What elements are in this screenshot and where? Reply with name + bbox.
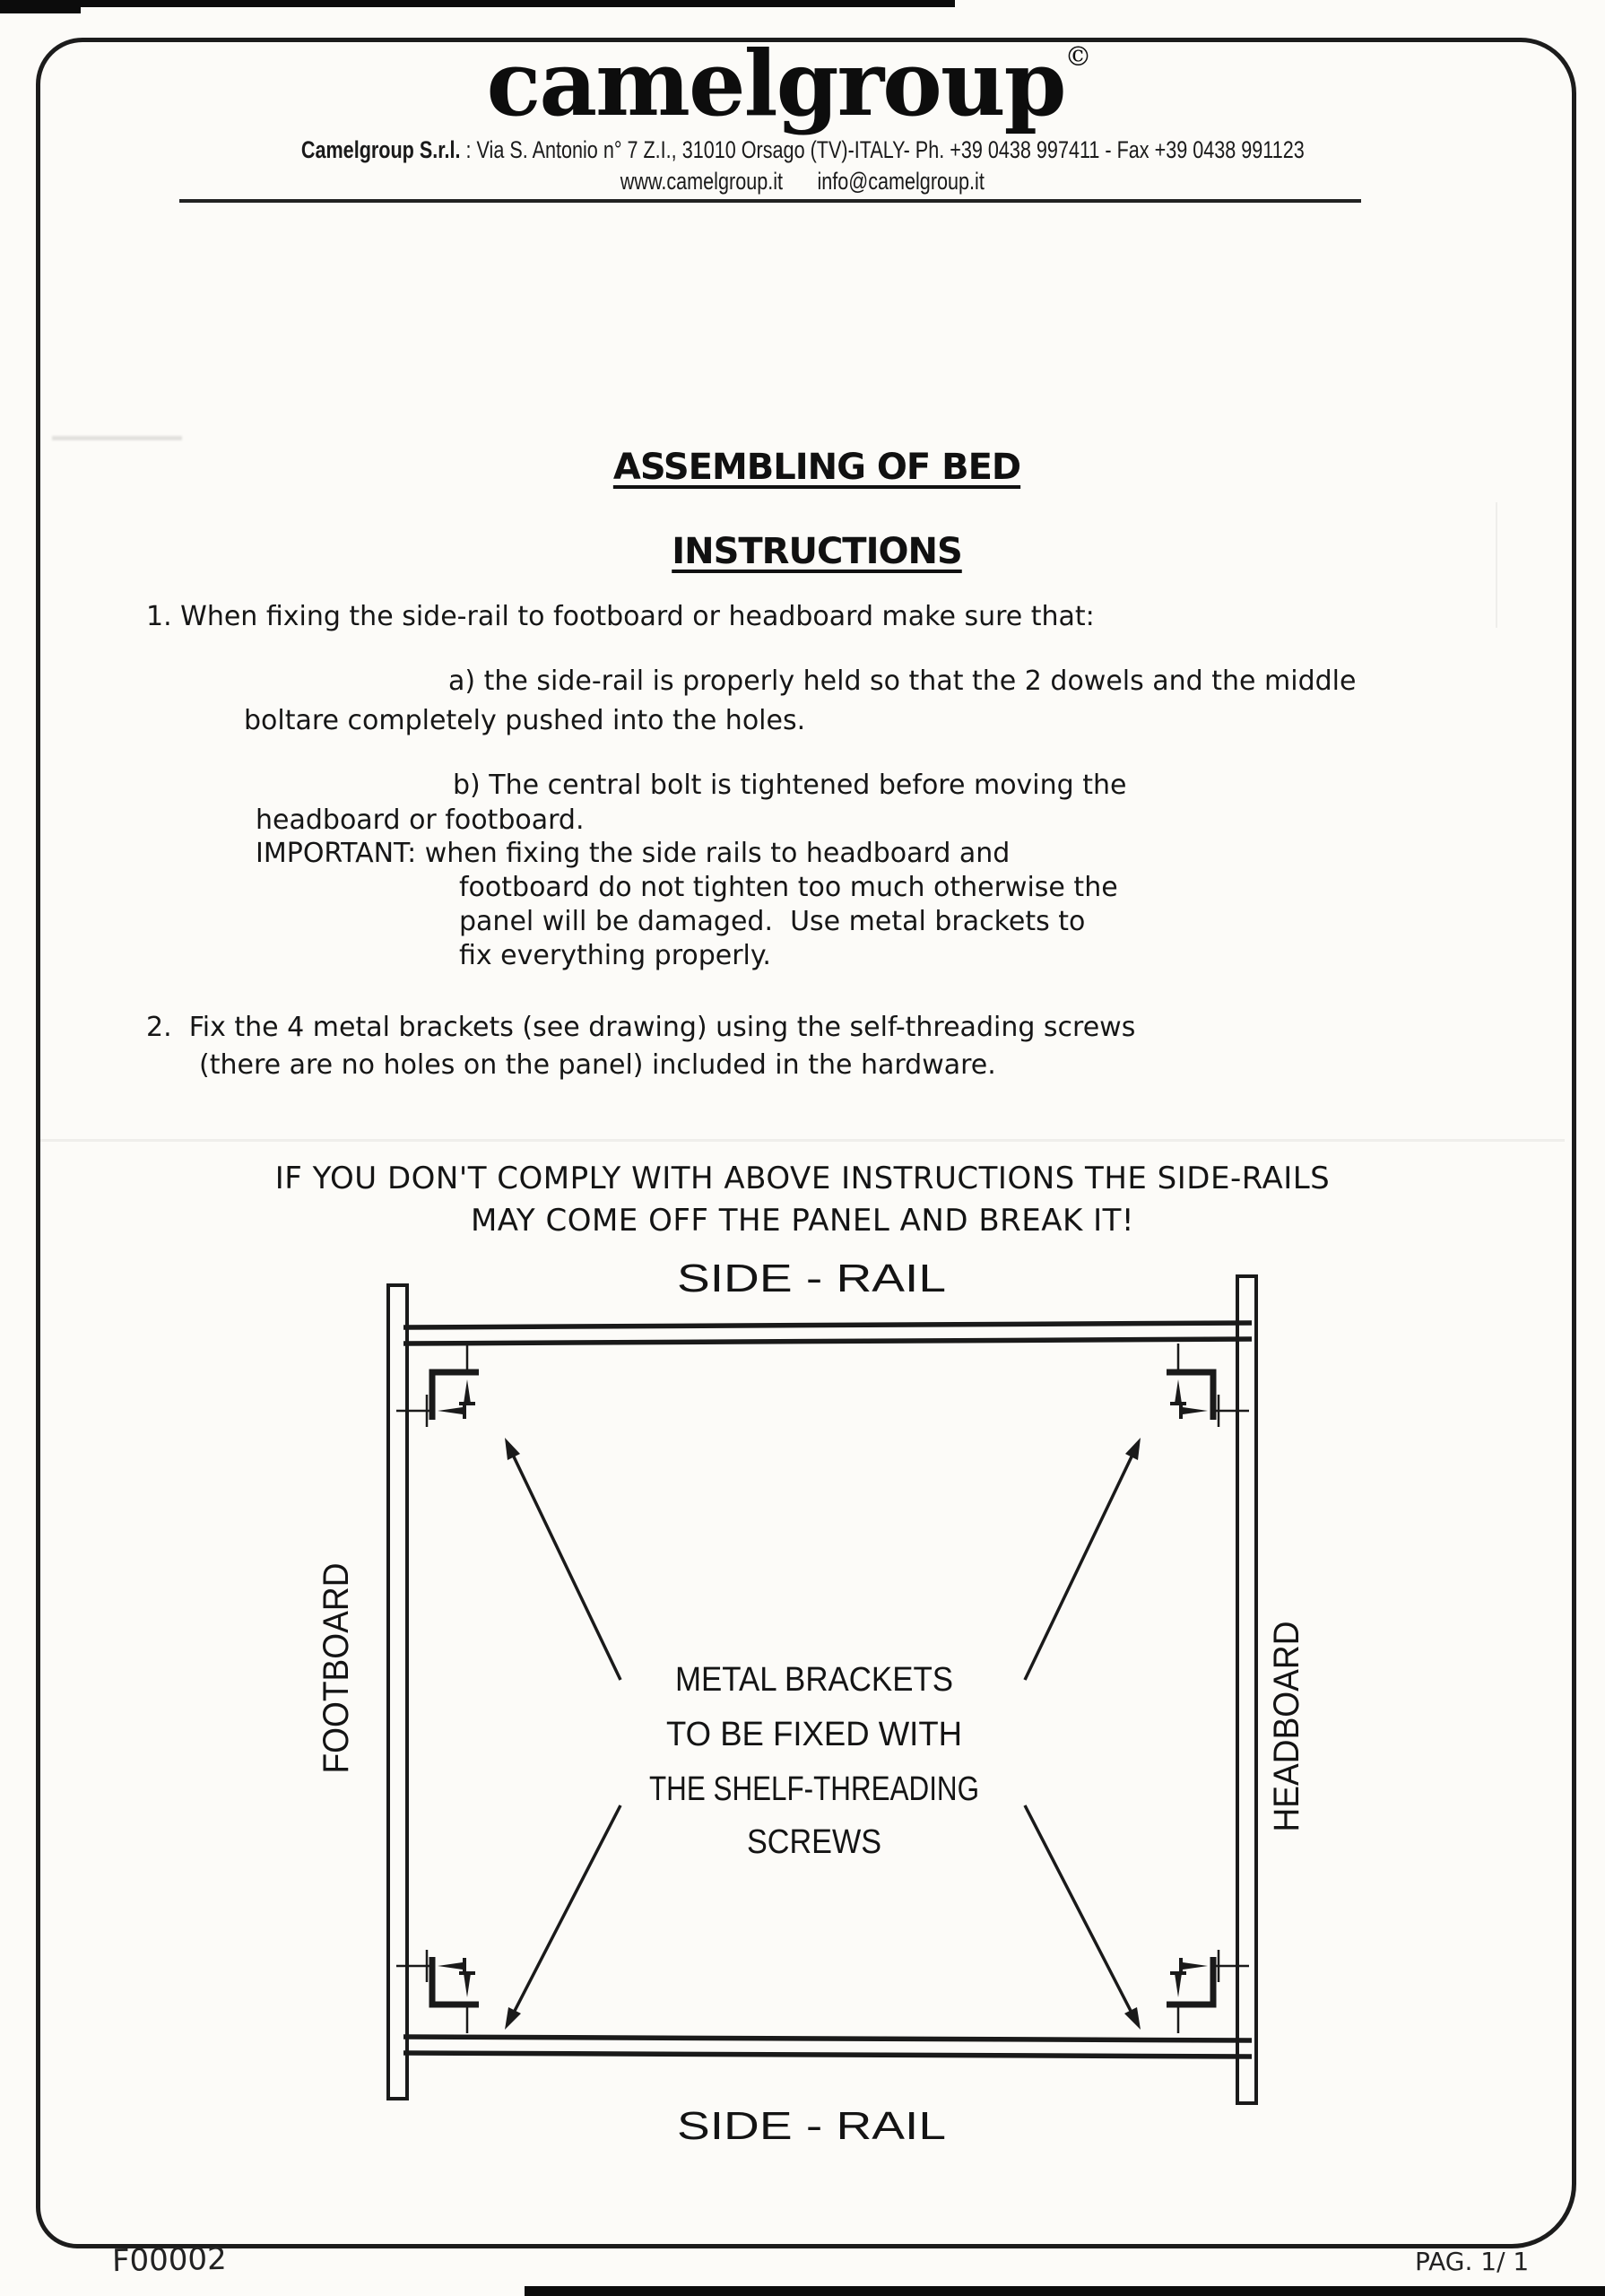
copyright-mark: © xyxy=(1064,41,1092,73)
side-rail-top-line2 xyxy=(403,1339,1252,1344)
arrow-bottom-left xyxy=(505,1805,620,2030)
bed-frame-diagram xyxy=(296,1242,1408,2220)
instruction-step1: 1. When fixing the side-rail to footboard or headboard make sure that: xyxy=(146,601,1095,632)
scan-artifact-top-left-blob xyxy=(0,0,81,13)
company-address: : Via S. Antonio n° 7 Z.I., 31010 Orsago (TV)-ITALY- Ph. +39 0438 997411 - Fax +39 0438 991123 xyxy=(460,136,1305,163)
instruction-step1a-line2: boltare completely pushed into the holes. xyxy=(244,705,806,736)
warning-line1: IF YOU DON'T COMPLY WITH ABOVE INSTRUCTIONS THE SIDE-RAILS xyxy=(274,1161,1331,1196)
center-note-line1: METAL BRACKETS xyxy=(675,1661,953,1699)
instruction-step2-line2: (there are no holes on the panel) included in the hardware. xyxy=(199,1049,996,1081)
document-subtitle: INSTRUCTIONS xyxy=(672,531,962,572)
document-title: ASSEMBLING OF BED xyxy=(612,447,1021,488)
instruction-important-line3: panel will be damaged. Use metal brackets to xyxy=(459,906,1086,937)
side-rail-top-line1 xyxy=(403,1323,1252,1327)
side-rail-bottom-line1 xyxy=(403,2037,1252,2040)
footboard-label: FOOTBOARD xyxy=(317,1546,356,1774)
email-text: info@camelgroup.it xyxy=(817,168,985,195)
instruction-step1b-line2: headboard or footboard. xyxy=(256,804,585,836)
arrow-top-left xyxy=(505,1438,620,1680)
headboard-bar xyxy=(1237,1276,1256,2103)
warning-line2: MAY COME OFF THE PANEL AND BREAK IT! xyxy=(470,1203,1135,1239)
instruction-important-line1: IMPORTANT: when fixing the side rails to headboard and xyxy=(256,838,1011,869)
instruction-important-line2: footboard do not tighten too much otherwise the xyxy=(459,872,1118,903)
center-note-line2: TO BE FIXED WITH xyxy=(666,1716,962,1753)
side-rail-label-top: SIDE - RAIL xyxy=(677,1257,946,1300)
header-separator-rule xyxy=(179,199,1361,203)
arrow-bottom-right xyxy=(1025,1805,1141,2030)
scan-artifact-bottom-strip xyxy=(525,2286,1605,2296)
scan-artifact-top-strip xyxy=(0,0,955,7)
headboard-label: HEADBOARD xyxy=(1267,1605,1306,1832)
center-note-line4: SCREWS xyxy=(747,1823,881,1861)
footboard-bar xyxy=(388,1285,407,2099)
company-logo xyxy=(0,32,1578,135)
address-line xyxy=(0,136,1605,164)
arrow-top-right xyxy=(1025,1438,1141,1680)
logo-text: camelgroup xyxy=(486,30,1065,136)
instruction-step2-line1: 2. Fix the 4 metal brackets (see drawing) using the self-threading screws xyxy=(146,1012,1136,1043)
contact-line xyxy=(0,168,1605,196)
instruction-step1a-line1: a) the side-rail is properly held so that the 2 dowels and the middle xyxy=(448,665,1357,697)
side-rail-label-bottom: SIDE - RAIL xyxy=(677,2104,946,2148)
company-name: Camelgroup S.r.l. xyxy=(300,136,461,163)
website-text: www.camelgroup.it xyxy=(620,168,784,195)
form-code: F00002 xyxy=(111,2240,228,2280)
instruction-important-line4: fix everything properly. xyxy=(459,940,771,971)
page-number: PAG. 1/ 1 xyxy=(1415,2247,1530,2276)
side-rail-bottom-line2 xyxy=(403,2053,1252,2057)
center-note-line3: THE SHELF-THREADING xyxy=(649,1770,979,1808)
instruction-step1b-line1: b) The central bolt is tightened before moving the xyxy=(453,770,1127,801)
